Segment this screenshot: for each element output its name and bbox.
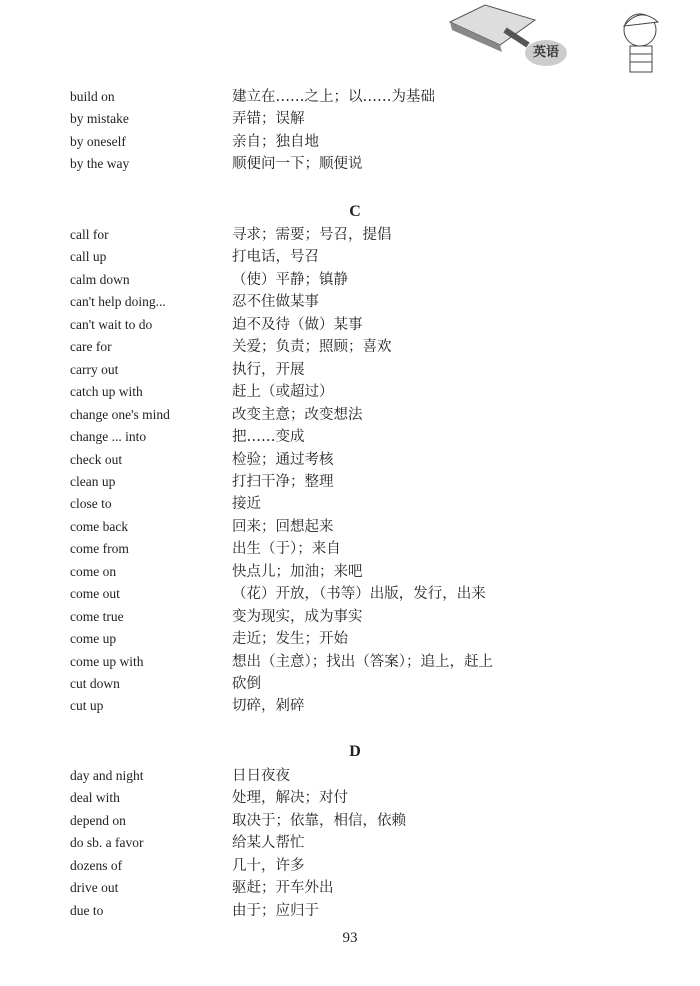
phrase-chinese: 迫不及待（做）某事 — [232, 316, 363, 333]
phrase-entry — [70, 153, 630, 175]
phrase-entry — [70, 516, 630, 538]
phrase-entry — [70, 695, 630, 717]
phrase-english: dozens of — [70, 857, 123, 873]
phrase-chinese: 想出（主意）；找出（答案）；追上，赶上 — [232, 653, 493, 670]
phrase-chinese: 出生（于）；来自 — [232, 541, 341, 558]
phrase-chinese: 砍倒 — [232, 676, 261, 692]
phrase-english: cut up — [70, 698, 104, 714]
phrase-english: come true — [70, 608, 124, 624]
phrase-english: close to — [70, 496, 112, 512]
phrase-entry — [70, 538, 630, 560]
phrase-chinese: 把……变成 — [232, 429, 305, 446]
phrase-english: deal with — [70, 790, 120, 806]
phrase-entry — [70, 314, 630, 336]
phrase-entry — [70, 336, 630, 358]
phrase-entry — [70, 561, 630, 583]
phrase-chinese: 日日夜夜 — [232, 768, 290, 784]
phrase-english: come up — [70, 631, 117, 647]
phrase-chinese: 打电话，号召 — [232, 249, 319, 266]
phrase-chinese: （使）平静；镇静 — [232, 271, 348, 288]
phrase-english: catch up with — [70, 384, 143, 400]
phrase-entry — [70, 108, 630, 130]
phrase-entry — [70, 606, 630, 628]
phrase-chinese: 建立在……之上；以……为基础 — [232, 89, 435, 105]
phrase-chinese: 改变主意；改变想法 — [232, 406, 363, 423]
subject-badge: 英语 — [525, 40, 567, 66]
phrase-chinese: 打扫干净；整理 — [232, 473, 334, 490]
section-heading: C — [349, 203, 361, 220]
phrase-english: can't help doing... — [70, 294, 166, 310]
phrase-chinese: 切碎，剁碎 — [232, 698, 305, 715]
phrase-chinese: 赶上（或超过） — [232, 384, 334, 401]
phrase-english: do sb. a favor — [70, 835, 144, 851]
phrase-chinese: （花）开放，（书等）出版，发行，出来 — [232, 586, 486, 603]
phrase-chinese: 走近；发生；开始 — [232, 631, 348, 648]
phrase-chinese: 亲自；独自地 — [232, 133, 319, 150]
phrase-entry — [70, 628, 630, 650]
phrase-english: can't wait to do — [70, 316, 153, 332]
phrase-chinese: 驱赶；开车外出 — [232, 880, 334, 897]
book-pencil-cartoon-icon — [440, 0, 700, 80]
phrase-chinese: 接近 — [232, 496, 261, 513]
phrase-entry — [70, 426, 630, 448]
phrase-entry — [70, 673, 630, 695]
phrase-english: call up — [70, 249, 107, 265]
phrase-chinese: 顺便问一下；顺便说 — [232, 156, 363, 173]
phrase-chinese: 由于；应归于 — [232, 902, 319, 919]
phrase-entry — [70, 86, 630, 108]
phrase-chinese: 变为现实，成为事实 — [232, 608, 363, 625]
phrase-english: clean up — [70, 473, 116, 489]
phrase-chinese: 弄错；误解 — [232, 111, 305, 128]
phrase-entry — [70, 651, 630, 673]
phrase-entry — [70, 269, 630, 291]
phrase-entry — [70, 810, 630, 832]
phrase-english: call for — [70, 227, 109, 242]
phrase-chinese: 几十，许多 — [232, 857, 305, 874]
phrase-chinese: 取决于；依靠，相信，依赖 — [232, 812, 406, 829]
phrase-english: by mistake — [70, 111, 129, 127]
phrase-chinese: 检验；通过考核 — [232, 451, 334, 468]
phrase-entry — [70, 765, 630, 787]
phrase-entry — [70, 832, 630, 854]
phrase-english: come on — [70, 563, 117, 579]
phrase-english: care for — [70, 339, 112, 355]
section-heading: D — [349, 743, 361, 760]
phrase-chinese: 执行，开展 — [232, 361, 305, 378]
phrase-entry — [70, 471, 630, 493]
phrase-entry — [70, 900, 630, 922]
phrase-english: by oneself — [70, 133, 126, 149]
phrase-english: come back — [70, 518, 129, 534]
phrase-english: come from — [70, 541, 129, 557]
phrase-english: depend on — [70, 812, 126, 828]
phrase-english: calm down — [70, 271, 130, 287]
phrase-english: due to — [70, 902, 104, 918]
phrase-entry — [70, 787, 630, 809]
phrase-entry — [70, 449, 630, 471]
phrase-entry — [70, 877, 630, 899]
phrase-chinese: 回来；回想起来 — [232, 518, 334, 535]
phrase-english: build on — [70, 89, 115, 104]
phrase-entry — [70, 291, 630, 313]
phrase-english: change one's mind — [70, 406, 170, 422]
phrase-chinese: 忍不住做某事 — [232, 294, 319, 311]
phrase-entry — [70, 224, 630, 246]
phrase-entry — [70, 131, 630, 153]
phrase-entry — [70, 404, 630, 426]
phrase-entry — [70, 855, 630, 877]
phrase-english: drive out — [70, 880, 119, 896]
phrase-english: check out — [70, 451, 123, 467]
header-illustration — [440, 0, 700, 80]
phrase-entry — [70, 359, 630, 381]
phrase-english: come out — [70, 586, 120, 602]
phrase-english: cut down — [70, 676, 120, 691]
phrase-english: carry out — [70, 361, 119, 377]
phrase-entry — [70, 583, 630, 605]
phrase-chinese: 关爱；负责；照顾；喜欢 — [232, 339, 392, 356]
phrase-chinese: 处理，解决；对付 — [232, 790, 348, 807]
phrase-entry — [70, 381, 630, 403]
phrase-english: by the way — [70, 156, 130, 172]
phrase-english: change ... into — [70, 429, 147, 445]
phrase-entry — [70, 246, 630, 268]
phrase-chinese: 给某人帮忙 — [232, 835, 305, 852]
phrase-chinese: 寻求；需要；号召，提倡 — [232, 227, 392, 243]
phrase-chinese: 快点儿；加油；来吧 — [232, 563, 363, 580]
phrase-english: come up with — [70, 653, 144, 669]
phrase-entry — [70, 493, 630, 515]
phrase-english: day and night — [70, 768, 144, 783]
page-number: 93 — [342, 930, 358, 946]
